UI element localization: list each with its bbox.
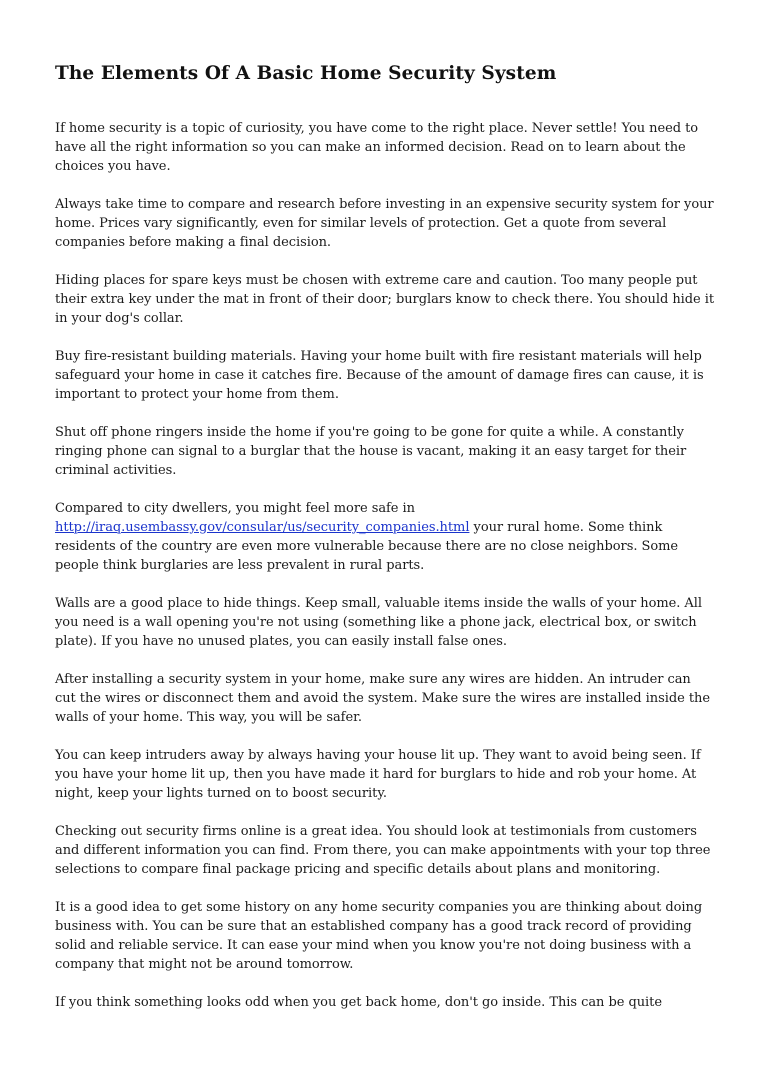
- paragraph: After installing a security system in your home, make sure any wires are hidden. An intruder can cut the wires or disconnect them and avoid the system. Make sure the wires are installed inside the walls of your home. This way, you will be safer.: [55, 672, 710, 725]
- paragraph: You can keep intruders away by always having your house lit up. They want to avoid being seen. If you have your home lit up, then you have made it hard for burglars to hide and rob your home. At night, keep your lights turned on to boost security.: [55, 748, 701, 801]
- paragraph: Buy fire-resistant building materials. Having your home built with fire resistant materials will help safeguard your home in case it catches fire. Because of the amount of damage fires can cause, it is important to protect your home from them.: [55, 349, 704, 402]
- paragraph: Shut off phone ringers inside the home if you're going to be gone for quite a while. A constantly ringing phone can signal to a burglar that the house is vacant, making it an easy target for their criminal activities.: [55, 425, 687, 478]
- paragraph-text-after-link: your rural home. Some think residents of the country are even more vulnerable because there are no close neighbors. Some people think burglaries are less prevalent in rural parts.: [55, 520, 679, 573]
- paragraph: Hiding places for spare keys must be chosen with extreme care and caution. Too many people put their extra key under the mat in front of their door; burglars know to check there. You should hide it in your dog's collar.: [55, 273, 715, 326]
- paragraph-truncated: If you think something looks odd when you get back home, don't go inside. This can be quite: [55, 995, 662, 1010]
- paragraph-with-link: [55, 499, 715, 575]
- paragraph: Checking out security firms online is a great idea. You should look at testimonials from customers and different information you can find. From there, you can make appointments with your top three selections to compare final package pricing and specific details about plans and monitoring.: [55, 824, 711, 877]
- paragraph: It is a good idea to get some history on any home security companies you are thinking about doing business with. You can be sure that an established company has a good track record of providing solid and reliable service. It can ease your mind when you know you're not doing business with a company that might not be around tomorrow.: [55, 900, 703, 972]
- page-title: The Elements Of A Basic Home Security System: [55, 63, 557, 84]
- paragraph: Always take time to compare and research before investing in an expensive security system for your home. Prices vary significantly, even for similar levels of protection. Get a quote from several companies before making a final decision.: [55, 197, 714, 250]
- paragraph-text-before-link: Compared to city dwellers, you might feel more safe in: [55, 501, 415, 516]
- paragraph: If home security is a topic of curiosity, you have come to the right place. Never settle! You need to have all the right information so you can make an informed decision. Read on to learn about the choices you have.: [55, 121, 699, 174]
- security-companies-link[interactable]: http://iraq.usembassy.gov/consular/us/security_companies.html: [55, 520, 470, 535]
- paragraph: Walls are a good place to hide things. Keep small, valuable items inside the walls of your home. All you need is a wall opening you're not using (something like a phone jack, electrical box, or switch plate). If you have no unused plates, you can easily install false ones.: [55, 596, 702, 649]
- document-page: [55, 62, 715, 1031]
